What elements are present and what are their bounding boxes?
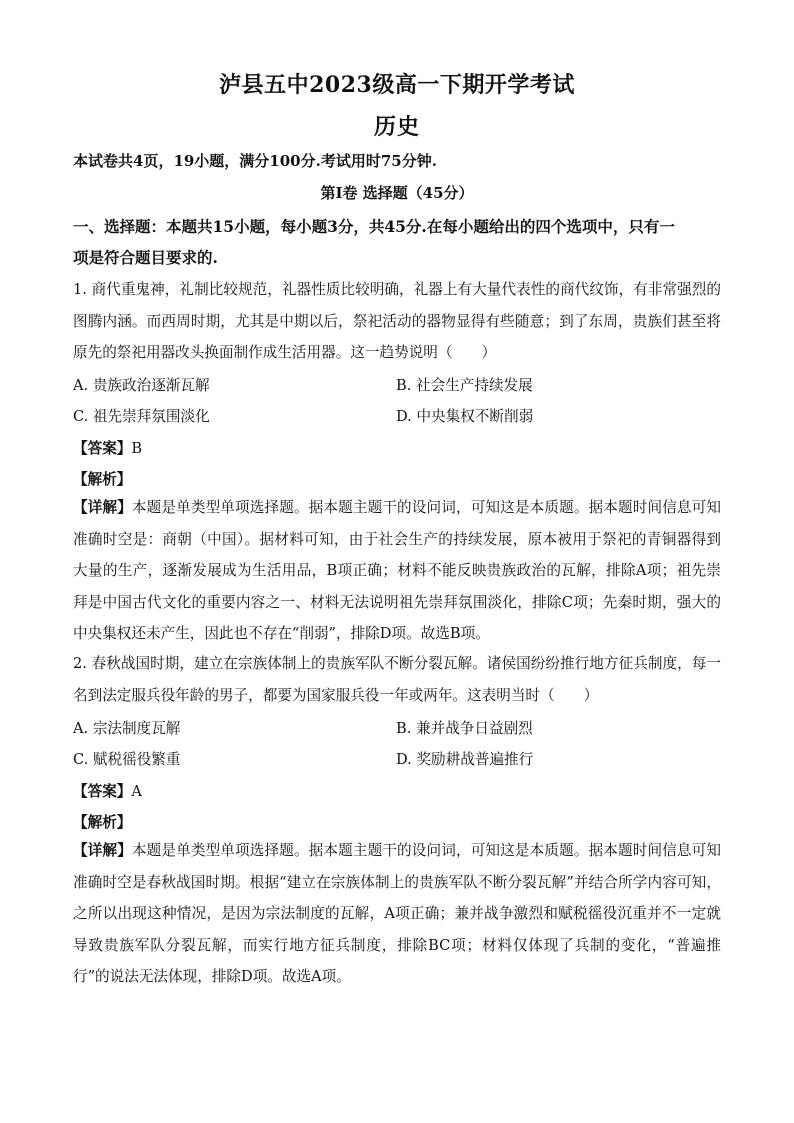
section-heading: 第Ⅰ卷 选择题（45分） [320,184,474,202]
instruction-line-1: 一、选择题：本题共15小题，每小题3分，共45分.在每小题给出的四个选项中，只有一 [73,217,675,236]
exam-intro: 本试卷共4页，19小题，满分100分.考试用时75分钟. [73,152,437,170]
question-2-option-d: D. 奖励耕战普遍推行 [396,751,534,768]
detail-text: 本题是单类型单项选择题。据本题主题干的设问词，可知这是本质题。据本题时间信息可知准确时空是：商朝（中国）。据材料可知，由于社会生产的持续发展，原本被用于祭祀的青铜器得到大量的生产，逐渐发展成为生活用品，B项正确；材料不能反映贵族政治的瓦解，排除A项；祖先崇拜是中国古代文化的重要内容之一、材料无法说明祖先崇拜氛围淡化，排除C项；先秦时期，强大的中央集权还未产生，因此也不存在“削弱”，排除D项。故选B项。 [73,499,721,642]
question-2-analysis-label: 【解析】 [73,814,132,831]
detail-label: 【详解】 [73,842,132,859]
detail-text: 本题是单类型单项选择题。据本题主题干的设问词，可知这是本质题。据本题时间信息可知准确时空是春秋战国时期。根据“建立在宗族体制上的贵族军队不断分裂瓦解”并结合所学内容可知，之所以出现这种情况，是因为宗法制度的瓦解，A项正确；兼并战争激烈和赋税徭役沉重并不一定就导致贵族军队分裂瓦解，而实行地方征兵制度，排除BC项；材料仅体现了兵制的变化，“普遍推行”的说法无法体现，排除D项。故选A项。 [73,842,721,985]
question-2-option-a: A. 宗法制度瓦解 [73,720,181,737]
question-1-option-a: A. 贵族政治逐渐瓦解 [73,377,210,394]
question-2-option-b: B. 兼并战争日益剧烈 [396,720,533,737]
subject-title: 历史 [373,114,420,140]
exam-title: 泸县五中2023级高一下期开学考试 [219,72,575,98]
answer-value: B [131,440,143,457]
question-1-stem: 1. 商代重鬼神，礼制比较规范，礼器性质比较明确，礼器上有大量代表性的商代纹饰，有非常强烈的图腾内涵。而西周时期，尤其是中期以后，祭祀活动的器物显得有些随意；到了东周，贵族们甚至将原先的祭祀用器改头换面制作成生活用器。这一趋势说明（ ） [73,281,721,361]
question-1-detail [73,492,721,650]
instruction-line-2: 项是符合题目要求的. [73,248,218,267]
question-2-option-c: C. 赋税徭役繁重 [73,751,181,768]
answer-value: A [131,783,142,800]
question-1-option-c: C. 祖先崇拜氛围淡化 [73,408,210,425]
question-2-answer [73,780,142,801]
question-2-stem: 2. 春秋战国时期，建立在宗族体制上的贵族军队不断分裂瓦解。诸侯国纷纷推行地方征兵制度，每一名到法定服兵役年龄的男子，都要为国家服兵役一年或两年。这表明当时（ ） [73,655,721,704]
question-1-option-b: B. 社会生产持续发展 [396,377,533,394]
question-1-option-d: D. 中央集权不断削弱 [396,408,534,425]
question-1-analysis-label: 【解析】 [73,471,132,488]
question-1-answer [73,437,142,458]
answer-label: 【答案】 [73,440,132,457]
detail-label: 【详解】 [73,499,132,516]
answer-label: 【答案】 [73,783,132,800]
question-2-detail [73,835,721,993]
